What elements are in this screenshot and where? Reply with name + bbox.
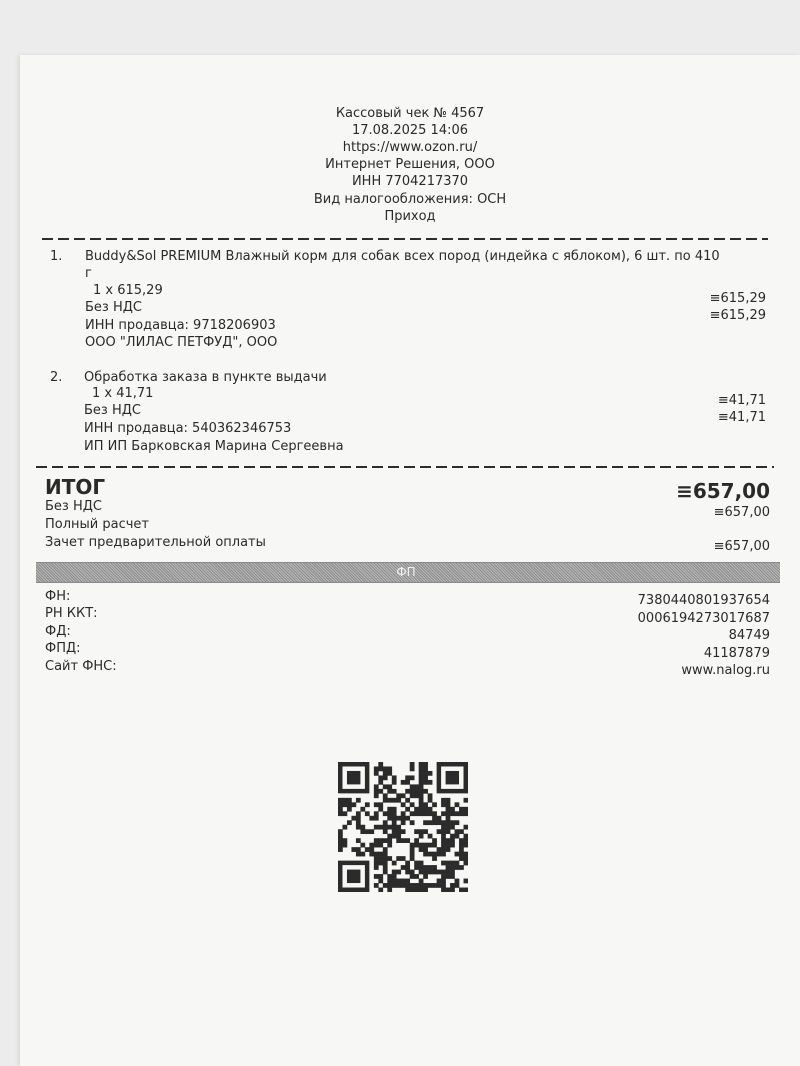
fiscal-label-fpd: ФПД: xyxy=(45,641,81,656)
total-vat-label: Без НДС xyxy=(45,499,102,514)
item-number: 1. xyxy=(50,249,63,264)
item-seller-name: ООО "ЛИЛАС ПЕТФУД", ООО xyxy=(85,335,278,350)
fiscal-value-rn-kkt: 0006194273017687 xyxy=(637,611,770,626)
check-datetime: 17.08.2025 14:06 xyxy=(351,123,469,138)
fiscal-value-site: www.nalog.ru xyxy=(681,663,770,678)
fiscal-value-fd: 84749 xyxy=(728,628,770,643)
total-vat-value: ≡657,00 xyxy=(713,505,770,520)
qr-code-icon xyxy=(338,762,468,892)
tax-system: Вид налогообложения: ОСН xyxy=(313,192,507,207)
divider-top xyxy=(42,238,768,240)
fiscal-label-rn-kkt: РН ККТ: xyxy=(45,606,98,621)
item-seller-inn: ИНН продавца: 9718206903 xyxy=(85,318,276,333)
item-vat-amount: ≡41,71 xyxy=(717,410,766,425)
item-seller-inn: ИНН продавца: 540362346753 xyxy=(84,421,292,436)
item-vat-amount: ≡615,29 xyxy=(709,308,766,323)
fiscal-label-fd: ФД: xyxy=(45,624,71,639)
fiscal-label-site: Сайт ФНС: xyxy=(45,659,117,674)
payment-type: Полный расчет xyxy=(45,517,149,532)
check-title: Кассовый чек № 4567 xyxy=(335,106,485,121)
fiscal-value-fpd: 41187879 xyxy=(703,646,770,661)
seller-website: https://www.ozon.ru/ xyxy=(342,140,478,155)
fiscal-label-fn: ФН: xyxy=(45,589,71,604)
divider-middle xyxy=(36,466,774,468)
item-qty-price: 1 x 41,71 xyxy=(92,386,154,401)
qr-code-graphic xyxy=(338,762,468,892)
item-seller-name: ИП ИП Барковская Марина Сергеевна xyxy=(84,439,344,454)
fiscal-sign-label: ФП xyxy=(396,565,416,579)
company-name: Интернет Решения, ООО xyxy=(325,157,495,172)
company-inn: ИНН 7704217370 xyxy=(351,174,469,189)
item-name: Buddy&Sol PREMIUM Влажный корм для собак всех пород (индейка с яблоком), 6 шт. по 410 xyxy=(85,249,720,264)
item-amount: ≡615,29 xyxy=(709,291,766,306)
item-number: 2. xyxy=(50,370,63,385)
item-amount: ≡41,71 xyxy=(717,393,766,408)
item-vat: Без НДС xyxy=(84,403,141,418)
prepayment-label: Зачет предварительной оплаты xyxy=(45,535,266,550)
total-value: ≡657,00 xyxy=(676,479,770,503)
fiscal-value-fn: 7380440801937654 xyxy=(637,593,770,608)
total-label: ИТОГ xyxy=(45,475,106,499)
operation-type: Приход xyxy=(384,209,436,224)
item-name-continued: г xyxy=(85,266,92,281)
item-name: Обработка заказа в пункте выдачи xyxy=(84,370,327,385)
item-vat: Без НДС xyxy=(85,300,142,315)
prepayment-value: ≡657,00 xyxy=(713,539,770,554)
item-qty-price: 1 x 615,29 xyxy=(93,283,163,298)
fiscal-sign-band xyxy=(36,562,780,583)
